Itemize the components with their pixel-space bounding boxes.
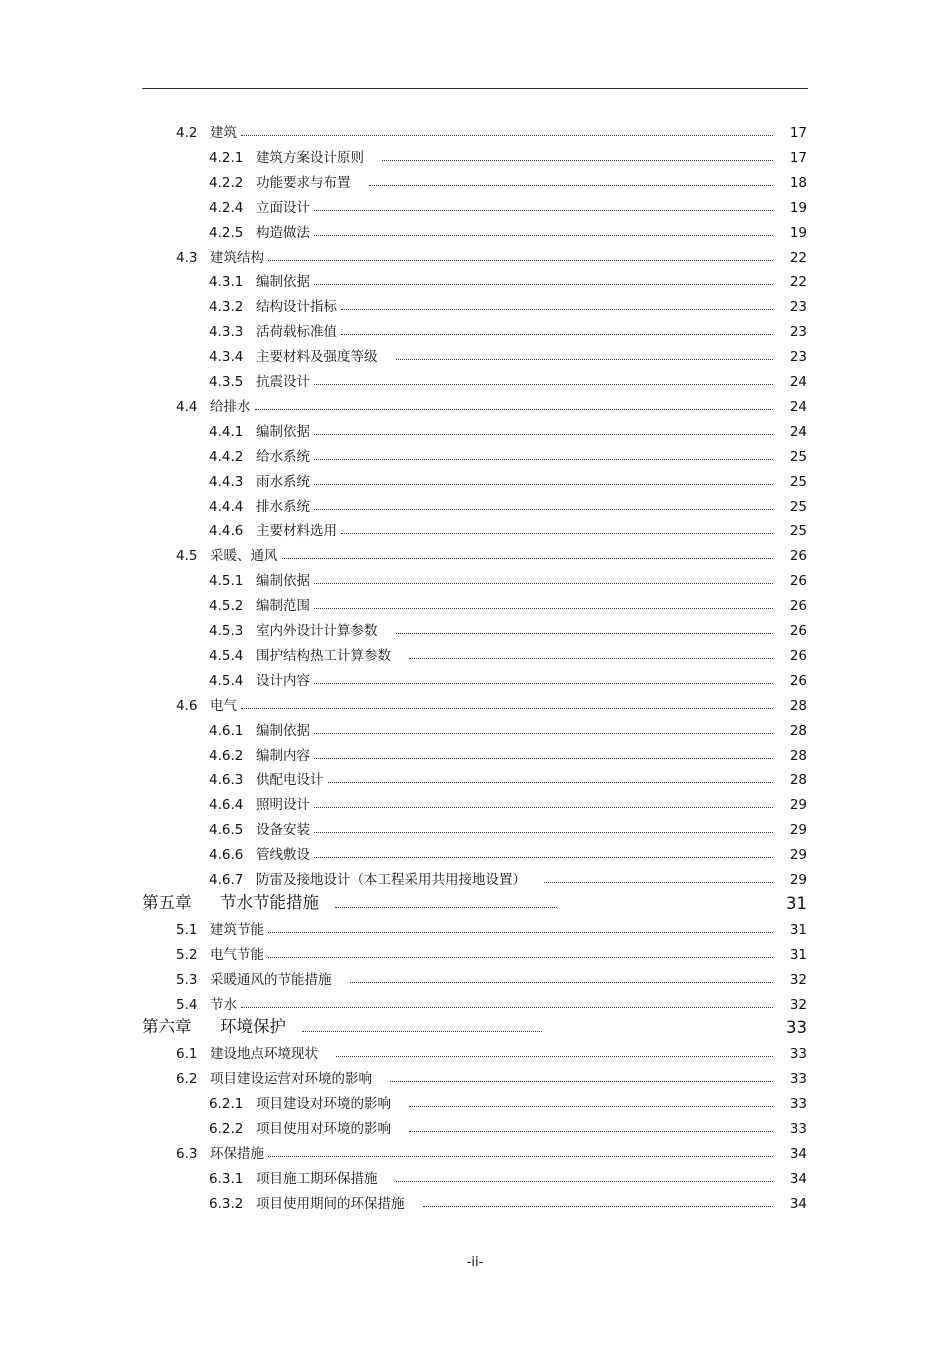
toc-entry[interactable] <box>0 614 807 639</box>
toc-entry-title: 环境保护 <box>220 1017 286 1037</box>
toc-entry-title: 采暖、通风 <box>210 548 278 565</box>
toc-dot-leader <box>382 160 773 161</box>
toc-entry-number: 4.3.1 <box>209 274 244 291</box>
toc-entry[interactable] <box>0 838 807 863</box>
toc-entry[interactable] <box>0 639 807 664</box>
toc-page-number: 31 <box>786 893 807 913</box>
toc-entry-title: 功能要求与布置 <box>256 174 351 191</box>
toc-dot-leader <box>255 409 774 410</box>
toc-entry-number: 第六章 <box>142 1017 192 1037</box>
toc-entry-number: 6.3.1 <box>209 1170 244 1187</box>
toc-page-number: 33 <box>786 1018 807 1038</box>
toc-entry-title: 项目建设对环境的影响 <box>256 1096 391 1113</box>
toc-entry[interactable] <box>0 1037 807 1062</box>
toc-entry-title: 节水节能措施 <box>220 892 319 912</box>
toc-page-number: 26 <box>789 548 807 565</box>
toc-entry-title: 建筑 <box>210 125 237 141</box>
toc-page-number: 18 <box>789 174 807 191</box>
toc-entry[interactable] <box>0 265 807 290</box>
toc-page-number: 26 <box>789 623 807 639</box>
toc-entry[interactable] <box>0 440 807 465</box>
toc-entry-number: 4.2.1 <box>209 149 244 166</box>
toc-page-number: 31 <box>789 921 807 938</box>
toc-entry-number: 4.4.3 <box>209 473 244 490</box>
toc-entry-title: 主要材料选用 <box>256 523 337 540</box>
toc-dot-leader <box>268 957 773 958</box>
toc-entry-title: 电气 <box>210 697 237 714</box>
toc-entry-title: 项目使用期间的环保措施 <box>256 1195 405 1212</box>
toc-entry-title: 照明设计 <box>256 797 310 814</box>
toc-entry-number: 4.6.6 <box>209 847 244 864</box>
toc-entry-title: 电气节能 <box>210 946 264 963</box>
toc-entry-title: 室内外设计计算参数 <box>256 623 378 639</box>
toc-dot-leader <box>314 434 773 435</box>
toc-dot-leader <box>241 1007 773 1008</box>
toc-entry-number: 4.5.1 <box>209 573 244 590</box>
toc-entry[interactable] <box>0 166 807 191</box>
toc-entry-title: 主要材料及强度等级 <box>256 349 378 366</box>
toc-entry-number: 6.2 <box>176 1071 198 1088</box>
toc-dot-leader <box>341 309 773 310</box>
toc-dot-leader <box>350 982 774 983</box>
toc-entry[interactable] <box>0 191 807 216</box>
toc-entry-title: 雨水系统 <box>256 473 310 490</box>
toc-page-number: 29 <box>789 847 807 864</box>
toc-entry-number: 4.6.5 <box>209 822 244 839</box>
toc-page-number: 26 <box>789 573 807 590</box>
toc-entry-title: 建设地点环境现状 <box>210 1046 318 1063</box>
toc-entry-title: 项目使用对环境的影响 <box>256 1121 391 1137</box>
toc-page-number: 23 <box>789 349 807 366</box>
toc-entry-number: 5.2 <box>176 946 198 963</box>
toc-page-number: 17 <box>789 149 807 166</box>
toc-entry-title: 排水系统 <box>256 498 310 515</box>
toc-entry[interactable] <box>0 788 807 813</box>
toc-page-number: 22 <box>789 274 807 291</box>
toc-entry-title: 节水 <box>210 996 237 1013</box>
toc-entry-number: 4.5.3 <box>209 623 244 639</box>
toc-dot-leader <box>314 509 773 510</box>
toc-dot-leader <box>268 260 773 261</box>
toc-entry[interactable] <box>0 390 807 415</box>
toc-entry[interactable] <box>0 1187 807 1212</box>
toc-entry-number: 4.2.4 <box>209 199 244 216</box>
toc-dot-leader <box>396 633 774 634</box>
toc-entry-title: 抗震设计 <box>256 374 310 390</box>
toc-entry-title: 设备安装 <box>256 822 310 839</box>
toc-page-number: 25 <box>789 523 807 540</box>
toc-entry-title: 给水系统 <box>256 448 310 465</box>
toc-dot-leader <box>341 533 773 534</box>
toc-entry[interactable] <box>0 315 807 340</box>
toc-entry-title: 采暖通风的节能措施 <box>210 971 332 988</box>
toc-page-number: 26 <box>789 598 807 615</box>
toc-dot-leader <box>268 932 773 933</box>
toc-page-number: 33 <box>789 1046 807 1063</box>
toc-entry-number: 4.4.4 <box>209 498 244 515</box>
toc-page-number: 22 <box>789 249 807 266</box>
toc-dot-leader <box>314 583 773 584</box>
toc-dot-leader <box>314 459 773 460</box>
toc-entry[interactable] <box>0 290 807 315</box>
toc-entry-number: 4.2.5 <box>209 224 244 241</box>
toc-entry-number: 4.5.4 <box>209 672 244 689</box>
toc-dot-leader <box>314 210 773 211</box>
toc-entry-title: 结构设计指标 <box>256 299 337 316</box>
toc-entry[interactable] <box>0 365 807 390</box>
toc-chapter-entry[interactable] <box>0 1012 807 1037</box>
toc-dot-leader <box>341 334 773 335</box>
toc-entry-number: 4.3 <box>176 249 198 266</box>
toc-page-number: 25 <box>789 448 807 465</box>
toc-entry-title: 活荷载标准值 <box>256 324 337 341</box>
toc-dot-leader <box>314 758 773 759</box>
toc-entry[interactable] <box>0 241 807 266</box>
toc-entry-title: 编制依据 <box>256 274 310 291</box>
toc-entry-title: 环保措施 <box>210 1145 264 1162</box>
toc-dot-leader <box>369 185 774 186</box>
toc-entry[interactable] <box>0 1112 807 1137</box>
toc-entry[interactable] <box>0 340 807 365</box>
toc-page-number: 23 <box>789 299 807 316</box>
toc-entry-number: 4.5.4 <box>209 647 244 664</box>
toc-page-number: 29 <box>789 822 807 839</box>
toc-page-number: 34 <box>789 1195 807 1212</box>
toc-entry-number: 6.1 <box>176 1046 198 1063</box>
toc-dot-leader <box>314 733 773 734</box>
toc-page-number: 29 <box>789 797 807 814</box>
toc-entry-title: 项目施工期环保措施 <box>256 1170 378 1187</box>
toc-page-number: 23 <box>789 324 807 341</box>
toc-page-number: 24 <box>789 398 807 415</box>
toc-entry-title: 编制内容 <box>256 747 310 764</box>
header-rule <box>142 88 808 89</box>
toc-entry[interactable] <box>0 1162 807 1187</box>
toc-entry-title: 项目建设运营对环境的影响 <box>210 1071 372 1088</box>
toc-entry-number: 4.3.2 <box>209 299 244 316</box>
toc-entry-number: 4.6.4 <box>209 797 244 814</box>
toc-dot-leader <box>409 1106 773 1107</box>
toc-entry-title: 设计内容 <box>256 672 310 689</box>
toc-page-number: 32 <box>789 971 807 988</box>
toc-entry-title: 建筑结构 <box>210 249 264 266</box>
toc-entry-number: 第五章 <box>142 892 192 912</box>
toc-page-number: 19 <box>789 199 807 216</box>
toc-page-number: 28 <box>789 772 807 789</box>
toc-entry-number: 4.5 <box>176 548 198 565</box>
toc-entry-title: 立面设计 <box>256 199 310 216</box>
toc-entry[interactable] <box>0 539 807 564</box>
toc-page-number: 34 <box>789 1145 807 1162</box>
toc-chapter-entry[interactable] <box>0 888 807 913</box>
toc-entry-title: 建筑节能 <box>210 921 264 938</box>
toc-page-number: 25 <box>789 473 807 490</box>
toc-dot-leader <box>328 782 774 783</box>
toc-page-number: 26 <box>789 672 807 689</box>
toc-entry-number: 5.3 <box>176 971 198 988</box>
toc-entry-title: 管线敷设 <box>256 847 310 864</box>
toc-entry[interactable] <box>0 514 807 539</box>
toc-dot-leader <box>241 708 773 709</box>
toc-dot-leader <box>544 882 773 883</box>
toc-page-number: 29 <box>789 872 807 888</box>
toc-entry[interactable] <box>0 415 807 440</box>
page-number: -ii- <box>466 1255 484 1270</box>
toc-entry-number: 6.2.1 <box>209 1096 244 1113</box>
toc-dot-leader <box>314 832 773 833</box>
toc-page-number: 33 <box>789 1121 807 1137</box>
toc-entry[interactable] <box>0 689 807 714</box>
toc-page-number: 24 <box>789 423 807 440</box>
toc-entry[interactable] <box>0 664 807 689</box>
toc-dot-leader <box>336 1056 773 1057</box>
toc-dot-leader <box>302 1031 542 1032</box>
toc-entry-number: 4.4.6 <box>209 523 244 540</box>
toc-page-number: 33 <box>789 1071 807 1088</box>
toc-dot-leader <box>314 384 773 385</box>
toc-page-number: 24 <box>789 374 807 390</box>
toc-entry[interactable] <box>0 216 807 241</box>
toc-dot-leader <box>241 135 773 136</box>
toc-entry-number: 4.3.4 <box>209 349 244 366</box>
toc-entry-title: 防雷及接地设计（本工程采用共用接地设置） <box>256 872 526 888</box>
toc-dot-leader <box>314 284 773 285</box>
toc-page-number: 28 <box>789 722 807 739</box>
toc-dot-leader <box>314 683 773 684</box>
toc-page-number: 32 <box>789 996 807 1013</box>
toc-dot-leader <box>335 907 557 908</box>
toc-entry-title: 构造做法 <box>256 224 310 241</box>
toc-entry-title: 给排水 <box>210 398 251 415</box>
toc-dot-leader <box>390 1081 773 1082</box>
toc-page-number: 25 <box>789 498 807 515</box>
toc-entry-number: 4.4.1 <box>209 423 244 440</box>
toc-entry-title: 建筑方案设计原则 <box>256 149 364 166</box>
toc-entry-number: 6.3.2 <box>209 1195 244 1212</box>
toc-page-number: 34 <box>789 1170 807 1187</box>
toc-entry[interactable] <box>0 938 807 963</box>
toc-page-number: 28 <box>789 697 807 714</box>
toc-page-number: 19 <box>789 224 807 241</box>
toc-entry[interactable] <box>0 714 807 739</box>
toc-entry[interactable] <box>0 564 807 589</box>
toc-entry-title: 编制依据 <box>256 573 310 590</box>
toc-entry-number: 4.5.2 <box>209 598 244 615</box>
toc-page-number: 31 <box>789 946 807 963</box>
toc-entry[interactable] <box>0 963 807 988</box>
toc-entry-title: 编制依据 <box>256 423 310 440</box>
toc-entry-title: 供配电设计 <box>256 772 324 789</box>
toc-dot-leader <box>409 658 773 659</box>
toc-dot-leader <box>409 1131 773 1132</box>
toc-entry-number: 4.4.2 <box>209 448 244 465</box>
toc-entry[interactable] <box>0 913 807 938</box>
toc-entry[interactable] <box>0 465 807 490</box>
toc-entry-number: 4.6.3 <box>209 772 244 789</box>
toc-entry[interactable] <box>0 589 807 614</box>
toc-entry-number: 4.6 <box>176 697 198 714</box>
toc-entry[interactable] <box>0 116 807 141</box>
toc-entry[interactable] <box>0 1087 807 1112</box>
toc-entry[interactable] <box>0 739 807 764</box>
toc-entry-number: 5.1 <box>176 921 198 938</box>
toc-entry-number: 6.3 <box>176 1145 198 1162</box>
toc-entry-number: 4.2 <box>176 125 198 141</box>
toc-dot-leader <box>314 857 773 858</box>
toc-page-number: 28 <box>789 747 807 764</box>
toc-page-number: 17 <box>789 125 807 141</box>
toc-entry-number: 4.3.3 <box>209 324 244 341</box>
toc-dot-leader <box>396 1181 774 1182</box>
toc-entry[interactable] <box>0 1062 807 1087</box>
toc-dot-leader <box>314 235 773 236</box>
toc-entry[interactable] <box>0 141 807 166</box>
toc-entry-number: 4.4 <box>176 398 198 415</box>
toc-dot-leader <box>282 558 774 559</box>
toc-entry-number: 4.6.2 <box>209 747 244 764</box>
toc-entry-title: 围护结构热工计算参数 <box>256 647 391 664</box>
toc-entry-number: 4.3.5 <box>209 374 244 390</box>
toc-dot-leader <box>314 484 773 485</box>
toc-page-number: 26 <box>789 647 807 664</box>
toc-entry[interactable] <box>0 813 807 838</box>
toc-dot-leader <box>396 359 774 360</box>
toc-dot-leader <box>314 807 773 808</box>
toc-entry-title: 编制依据 <box>256 722 310 739</box>
toc-entry[interactable] <box>0 763 807 788</box>
toc-entry-number: 4.2.2 <box>209 174 244 191</box>
toc-dot-leader <box>268 1156 773 1157</box>
toc-entry[interactable] <box>0 1137 807 1162</box>
toc-page-number: 33 <box>789 1096 807 1113</box>
toc-dot-leader <box>423 1206 774 1207</box>
toc-entry[interactable] <box>0 863 807 888</box>
toc-entry-number: 6.2.2 <box>209 1121 244 1137</box>
toc-dot-leader <box>314 608 773 609</box>
toc-entry-number: 4.6.1 <box>209 722 244 739</box>
toc-entry-number: 4.6.7 <box>209 872 244 888</box>
toc-entry-number: 5.4 <box>176 996 198 1013</box>
toc-entry[interactable] <box>0 490 807 515</box>
toc-entry[interactable] <box>0 988 807 1013</box>
toc-entry-title: 编制范围 <box>256 598 310 615</box>
